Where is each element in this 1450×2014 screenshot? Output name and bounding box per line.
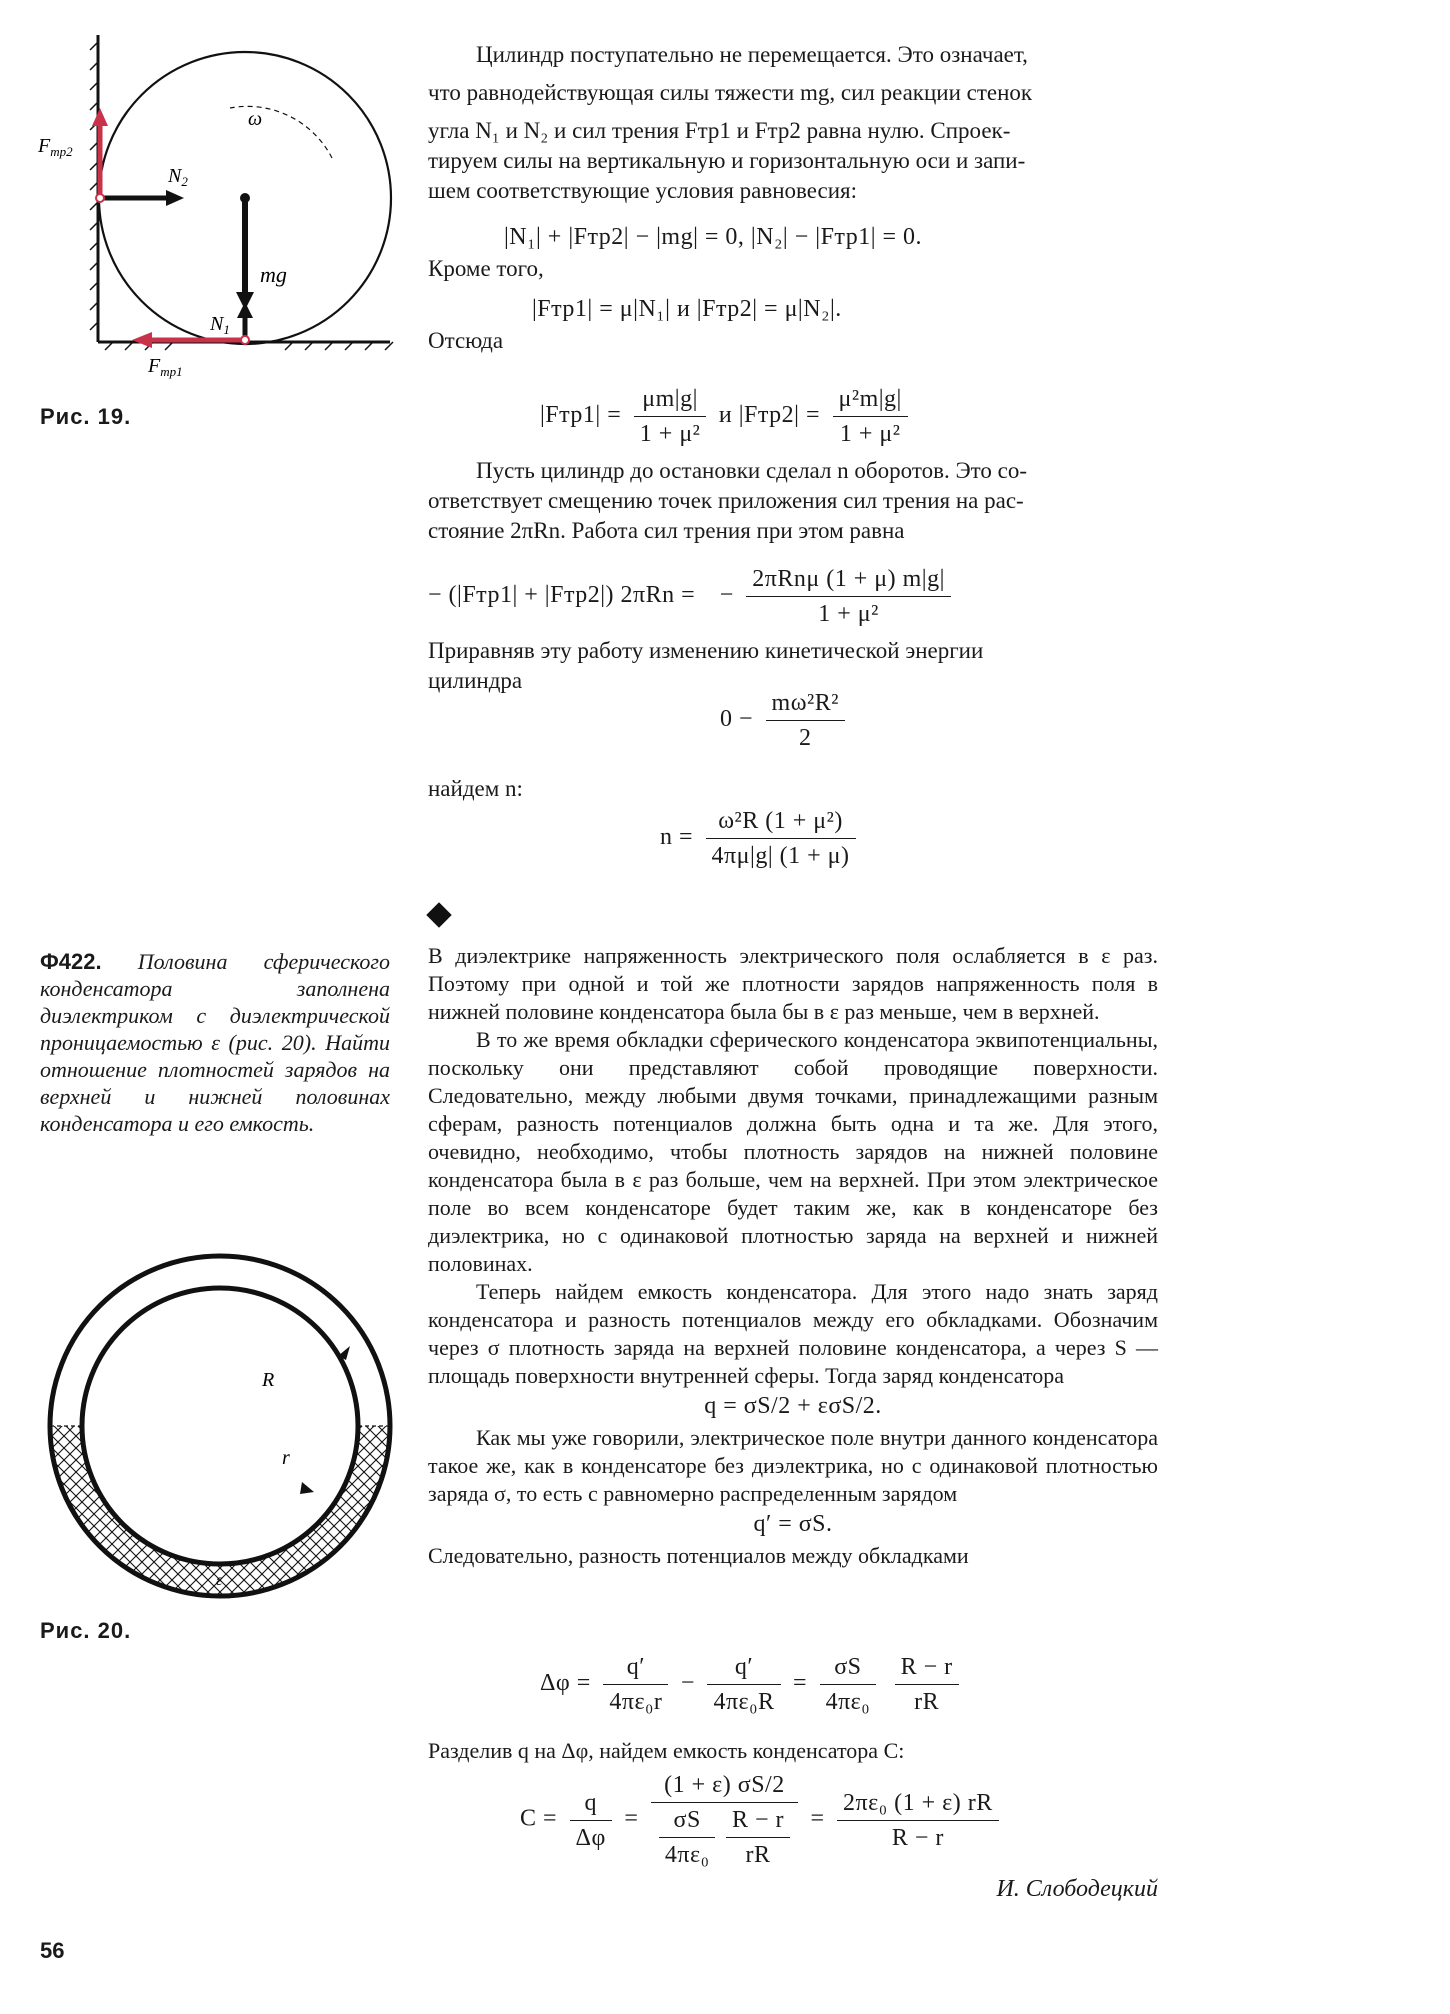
fig19-n1-label: $N_1$ <box>210 313 230 337</box>
s1-p3-line1: Приравняв эту работу изменению кинетической энергии <box>428 638 984 663</box>
figure-20 <box>40 1160 400 1610</box>
eq6-frac: $\frac{\text{ω²R (1 + μ²)}}{4\pi\mu|g| (1 + \mu)}$ <box>706 806 856 871</box>
s1-line2: что равнодействующая силы тяжести mg, сил реакции стенок <box>428 80 1033 105</box>
s1-p2-line1: Пусть цилиндр до остановки сделал n оборотов. Это со- <box>476 458 1027 483</box>
section1-para2 <box>428 456 1158 546</box>
outer-sphere <box>50 1256 390 1596</box>
eq3 <box>428 384 1270 449</box>
n1-arrowhead <box>237 302 253 318</box>
eq4-left: − (|Fтр1| + |Fтр2|) 2πRn = <box>428 582 696 609</box>
author-signature: И. Слободецкий <box>996 1876 1158 1902</box>
eq-dphi-minus: − <box>680 1670 695 1697</box>
eq-dphi-frac4: $\frac{R - r}{rR}$ <box>895 1652 959 1717</box>
floor-contact-point <box>241 336 249 344</box>
ftr1-arrowhead <box>132 332 152 348</box>
problem-f422 <box>40 948 390 1137</box>
problem-text: Половина сферического конденсатора заполнена диэлектриком с диэлектрической проницаемостью ε (рис. 20). Найти отношение плотностей зарядов на верхней и нижней половинах конденсатора и его емкость. <box>40 949 390 1136</box>
eq-dphi-equals: = <box>793 1670 808 1697</box>
eq-dphi-frac3: $\frac{\sigma S}{\text{4πε₀}}$ <box>820 1652 877 1717</box>
eq-dphi-frac1: $\frac{q'}{\text{4πε₀r}}$ <box>603 1652 668 1717</box>
section2-text <box>428 942 1158 1570</box>
radius-r-marker <box>300 1482 314 1494</box>
section-separator-diamond <box>426 902 451 927</box>
fig19-omega-label: ω <box>248 108 263 130</box>
eq4-minus: − <box>719 582 734 609</box>
eq-q-prime: q′ = σS. <box>753 1511 833 1537</box>
eq1: |N₁| + |Fтр2| − |mg| = 0, |N₂| − |Fтр1| = 0. <box>504 224 923 250</box>
inner-sphere <box>82 1288 358 1564</box>
s2-para4: Как мы уже говорили, электрическое поле внутри данного конденсатора такое же, как в конденсаторе без диэлектрика, но с одинаковой плотностью заряда σ, то есть с равномерно распределенным зарядом <box>428 1425 1158 1506</box>
eq6-left: n = <box>660 824 694 851</box>
kromе-text: Кроме того, <box>428 256 544 281</box>
wall-contact-point <box>96 194 104 202</box>
fig19-n2-label: $N_2$ <box>168 165 188 189</box>
naidem-text: найдем n: <box>428 776 523 801</box>
eq-c-inner-frac-b: $\frac{R - r}{rR}$ <box>726 1805 790 1870</box>
eq-dphi-frac2: $\frac{q'}{\text{4πε₀R}}$ <box>707 1652 780 1717</box>
eq5-frac: $\frac{\text{mω²R²}}{2}$ <box>766 688 845 753</box>
problem-id: Ф422. <box>40 949 102 974</box>
figure-19 <box>38 30 400 390</box>
ftr2-arrowhead <box>92 108 108 126</box>
eq4 <box>428 564 1158 629</box>
fig20-eps-label: ε <box>216 1572 223 1589</box>
eq5 <box>428 688 1450 753</box>
eq-c-inner-frac-a: $\frac{\sigma S}{\text{4πε₀}}$ <box>659 1805 716 1870</box>
s1-line4: тируем силы на вертикальную и горизонтальную оси и запи- <box>428 148 1026 173</box>
eq-c-frac1: $\frac{q}{\Delta\varphi}$ <box>570 1788 612 1853</box>
omega-arrow <box>230 106 332 158</box>
s2-para2: В то же время обкладки сферического конденсатора эквипотенциальны, поскольку они представляют собой проводящие поверхности. Следовательно, между любыми двумя точками, принадлежащими разным сферам, разность потенциалов должна быть одна и та же. Для этого, очевидно, необходимо, чтобы плотность зарядов на нижней половине конденсатора была в ε раз больше, чем на верхней. При этом электрическое поле во всем конденсаторе будет таким же, как в конденсаторе без диэлектрика, но с одинаковой плотностью заряда на верхней и нижней половинах. <box>428 1027 1158 1276</box>
eq-dphi <box>428 1652 1270 1717</box>
section1-para3 <box>428 636 1158 696</box>
eq3-mid: и |Fтр2| = <box>718 402 821 429</box>
fig19-mg-label: mg <box>260 262 287 287</box>
eq-q: q = σS/2 + εσS/2. <box>704 1393 882 1419</box>
eq-c-frac2: (1 + ε) σS/2 $\frac{\sigma S}{\text{4πε₀}}$ $\frac{R - r}{rR}$ <box>651 1770 798 1870</box>
eq-c <box>428 1770 1250 1870</box>
s1-p2-line2: ответствует смещению точек приложения сил трения на рас- <box>428 488 1024 513</box>
eq-dphi-left: Δφ = <box>540 1670 591 1697</box>
s1-p3-line2: цилиндра <box>428 668 523 693</box>
n2-arrowhead <box>166 190 184 206</box>
fig19-ftr2-label: $F_{тр2}$ <box>38 135 73 159</box>
s1-line5: шем соответствующие условия равновесия: <box>428 178 857 203</box>
s1-line3: угла N₁ и N₂ и сил трения Fтр1 и Fтр2 равна нулю. Спроек- <box>428 118 1011 143</box>
eq2: |Fтр1| = μ|N₁| и |Fтр2| = μ|N₂|. <box>532 296 842 322</box>
s2-para1: В диэлектрике напряженность электрического поля ослабляется в ε раз. Поэтому при одной и той же плотности зарядов напряженность поля в нижней половине конденсатора была бы в ε раз меньше, чем в верхней. <box>428 943 1158 1024</box>
section1-text <box>428 40 1158 206</box>
page-number: 56 <box>40 1938 65 1963</box>
fig20-caption: Рис. 20. <box>40 1618 132 1643</box>
fig19-caption: Рис. 19. <box>40 404 132 429</box>
eq3-left: |Fтр1| = <box>540 402 622 429</box>
s1-p2-line3: стояние 2πRn. Работа сил трения при этом равна <box>428 518 905 543</box>
eq5-left: 0 − <box>720 706 754 733</box>
eq6 <box>428 806 1390 871</box>
eq-c-left: C = <box>520 1805 558 1832</box>
eq-c-frac2-den <box>651 1803 798 1870</box>
fig20-R-label: R <box>262 1369 275 1391</box>
eq-c-frac3: $\frac{\text{2πε₀ (1 + ε) rR}}{R - r}$ <box>837 1788 999 1853</box>
s1-line1: Цилиндр поступательно не перемещается. Это означает, <box>476 42 1028 67</box>
eq3-frac2: $\frac{\text{μ²m|g|}}{\text{1 + μ²}}$ <box>833 384 908 449</box>
s2-para5: Следовательно, разность потенциалов между обкладками <box>428 1543 969 1568</box>
otsyuda-text: Отсюда <box>428 328 504 353</box>
eq-c-equals2: = <box>810 1805 825 1832</box>
s2-para6: Разделив q на Δφ, найдем емкость конденсатора C: <box>428 1738 905 1763</box>
s2-para3: Теперь найдем емкость конденсатора. Для этого надо знать заряд конденсатора и разность потенциалов между его обкладками. Обозначим через σ плотность заряда на верхней половине конденсатора, а через S — площадь поверхности внутренней сферы. Тогда заряд конденсатора <box>428 1279 1158 1388</box>
fig19-ftr1-label: $F_{тр1}$ <box>148 355 183 379</box>
fig20-r-label: r <box>282 1447 290 1469</box>
eq4-frac: $\frac{\text{2πRnμ (1 + μ) m|g|}}{\text{1 + μ²}}$ <box>746 564 951 629</box>
eq-c-equals1: = <box>624 1805 639 1832</box>
eq3-frac1: $\frac{\mu m|g|}{\text{1 + μ²}}$ <box>634 384 707 449</box>
